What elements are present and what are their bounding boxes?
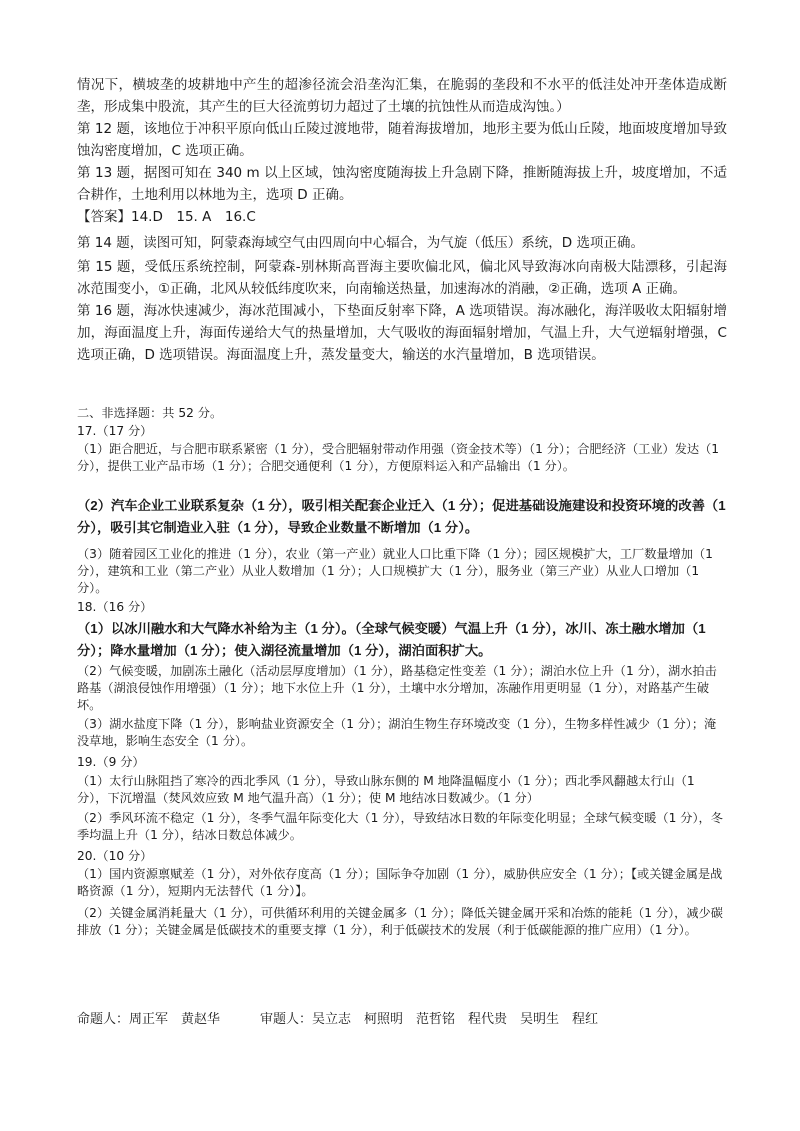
question-19-answer-2: （2）季风环流不稳定（1 分），冬季气温年际变化大（1 分），导致结冰日数的年际变化明显；全球气候变暖（1 分），冬季均温上升（1 分），结冰日数总体减少。 [77, 811, 723, 842]
question-18-title: 18.（16 分） [77, 600, 153, 614]
question-17-title: 17.（17 分） [77, 424, 153, 438]
question-18-answer-2: （2）气候变暖，加剧冻土融化（活动层厚度增加）（1 分），路基稳定性变差（1 分）；湖泊水位上升（1 分），湖水拍击路基（湖浪侵蚀作用增强）（1 分）；地下水位上升（1 分），土壤中水分增加，冻融作用更明显（1 分），对路基产生破坏。 [77, 664, 717, 712]
question-20-answer-1: （1）国内资源禀赋差（1 分），对外依存度高（1 分）；国际争夺加剧（1 分），威胁供应安全（1 分）；【或关键金属是战略资源（1 分），短期内无法替代（1 分）】。 [77, 867, 723, 898]
paragraph-q14-explanation: 第 14 题，读图可知，阿蒙森海域空气由四周向中心辐合，为气旋（低压）系统，D 选项正确。 [77, 235, 644, 251]
question-19-answer-1: （1）太行山脉阻挡了寒冷的西北季风（1 分），导致山脉东侧的 M 地降温幅度小（1 分）；西北季风翻越太行山（1 分），下沉增温（焚风效应致 M 地气温升高）（1 分）；使 M 地结冰日数减少。（1 分） [77, 774, 695, 805]
paragraph-q13-explanation: 第 13 题，据图可知在 340 m 以上区域，蚀沟密度随海拔上升急剧下降，推断随海拔上升，坡度增加，不适合耕作，土地利用以林地为主，选项 D 正确。 [77, 165, 727, 203]
paragraph-q15-explanation: 第 15 题，受低压系统控制，阿蒙森-别林斯高晋海主要吹偏北风，偏北风导致海冰向南极大陆漂移，引起海冰范围变小，①正确，北风从较低纬度吹来，向南输送热量，加速海冰的消融，②正确，选项 A 正确。 [77, 259, 727, 297]
reviewer-label: 审题人： [260, 1012, 313, 1027]
question-18-answer-3: （3）湖水盐度下降（1 分），影响盐业资源安全（1 分）；湖泊生物生存环境改变（1 分），生物多样性减少（1 分）；淹没草地，影响生态安全（1 分）。 [77, 717, 717, 748]
question-18-answer-1: （1）以冰川融水和大气降水补给为主（1 分）。（全球气候变暖）气温上升（1 分），冰川、冻土融水增加（1 分）；降水量增加（1 分）；使入湖径流量增加（1 分），湖泊面积扩大。 [77, 621, 706, 658]
question-20-answer-2: （2）关键金属消耗量大（1 分），可供循环利用的关键金属多（1 分）；降低关键金属开采和冶炼的能耗（1 分），减少碳排放（1 分）；关键金属是低碳技术的重要支撑（1 分），利于低碳技术的发展（利于低碳能源的推广应用）（1 分）。 [77, 906, 723, 937]
question-17-answer-3: （3）随着园区工业化的推进（1 分），农业（第一产业）就业人口比重下降（1 分）；园区规模扩大，工厂数量增加（1 分），建筑和工业（第二产业）从业人数增加（1 分）；人口规模扩大（1 分），服务业（第三产业）从业人口增加（1 分）。 [77, 547, 713, 595]
paragraph-gully-erosion-mechanism: 情况下，横坡垄的坡耕地中产生的超渗径流会沿垄沟汇集，在脆弱的垄段和不水平的低洼处冲开垄体造成断垄，形成集中股流，其产生的巨大径流剪切力超过了土壤的抗蚀性从而造成沟蚀。） [77, 77, 727, 115]
signature-line [77, 1010, 727, 1030]
question-20-title: 20.（10 分） [77, 849, 153, 863]
question-19-title: 19.（9 分） [77, 755, 145, 769]
section-heading-nonchoice: 二、非选择题：共 52 分。 [77, 406, 223, 420]
author-label: 命题人： [77, 1012, 130, 1027]
reviewer-names: 吴立志 柯照明 范哲铭 程代贵 吴明生 程红 [312, 1012, 599, 1027]
paragraph-q16-explanation: 第 16 题，海冰快速减少，海冰范围减小，下垫面反射率下降，A 选项错误。海冰融化，海洋吸收太阳辐射增加，海面温度上升，海面传递给大气的热量增加，大气吸收的海面辐射增加，气温上升，大气逆辐射增强，C 选项正确，D 选项错误。海面温度上升，蒸发量变大，输送的水汽量增加，B 选项错误。 [77, 303, 727, 363]
answer-line-14-16: 【答案】14.D 15. A 16.C [77, 209, 256, 225]
question-17-answer-2: （2）汽车企业工业联系复杂（1 分），吸引相关配套企业迁入（1 分）；促进基础设施建设和投资环境的改善（1 分），吸引其它制造业入驻（1 分），导致企业数量不断增加（1 分）。 [77, 498, 726, 535]
paragraph-q12-explanation: 第 12 题，该地位于冲积平原向低山丘陵过渡地带，随着海拔增加，地形主要为低山丘陵，地面坡度增加导致蚀沟密度增加，C 选项正确。 [77, 121, 727, 159]
question-17-answer-1: （1）距合肥近，与合肥市联系紧密（1 分），受合肥辐射带动作用强（资金技术等）（1 分）；合肥经济（工业）发达（1 分），提供工业产品市场（1 分）；合肥交通便利（1 分），方便原料运入和产品输出（1 分）。 [77, 442, 720, 473]
author-names: 周正军 黄赵华 [129, 1012, 221, 1027]
